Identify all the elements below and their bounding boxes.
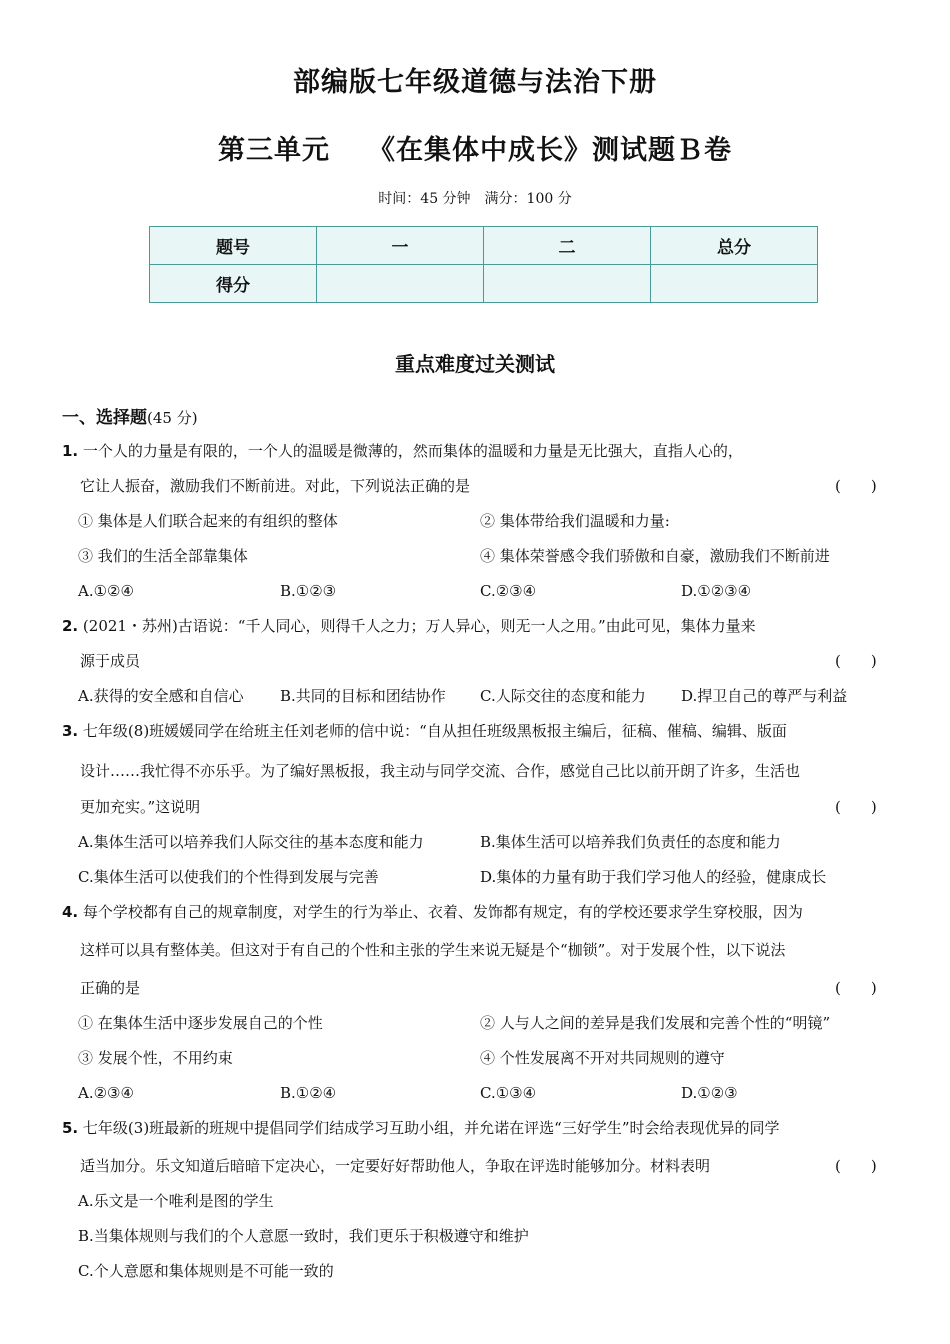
- score-cell: 一: [317, 227, 484, 265]
- answer-blank[interactable]: ( ): [835, 1157, 877, 1175]
- score-input-cell[interactable]: [651, 265, 818, 303]
- document-title: 部编版七年级道德与法治下册: [293, 67, 657, 98]
- option-b[interactable]: B.集体生活可以培养我们负责任的态度和能力: [480, 833, 781, 851]
- exam-meta: [0, 188, 950, 208]
- option-a[interactable]: A.获得的安全感和自信心: [78, 687, 244, 705]
- option-c[interactable]: C.①③④: [480, 1084, 537, 1102]
- answer-blank[interactable]: ( ): [835, 979, 877, 997]
- option-d[interactable]: D.集体的力量有助于我们学习他人的经验，健康成长: [480, 868, 827, 886]
- document-subtitle: [0, 128, 950, 167]
- option-c[interactable]: C.集体生活可以使我们的个性得到发展与完善: [78, 868, 379, 886]
- statement-item: ② 人与人之间的差异是我们发展和完善个性的“明镜”: [480, 1014, 831, 1032]
- option-a[interactable]: A.乐文是一个唯利是图的学生: [78, 1192, 274, 1210]
- score-input-cell[interactable]: [317, 265, 484, 303]
- statement-item: ① 集体是人们联合起来的有组织的整体: [78, 512, 338, 530]
- question-text: 七年级(3)班最新的班规中提倡同学们结成学习互助小组，并允诺在评选“三好学生”时会给表现优异的同学: [82, 1119, 780, 1137]
- option-c[interactable]: C.人际交往的态度和能力: [480, 687, 646, 705]
- option-b[interactable]: B.①②④: [280, 1084, 337, 1102]
- part-label: 一、选择题: [62, 408, 147, 428]
- option-d[interactable]: D.捍卫自己的尊严与利益: [681, 687, 848, 705]
- question-text: 一个人的力量是有限的，一个人的温暖是微薄的，然而集体的温暖和力量是无比强大，直指人心的，: [82, 442, 743, 460]
- question-number: 4.: [62, 903, 79, 921]
- score-cell: 总分: [651, 227, 818, 265]
- question-2-line: [62, 616, 756, 636]
- question-3-line: 更加充实。”这说明: [80, 798, 201, 816]
- question-4-line: 这样可以具有整体美。但这对于有自己的个性和主张的学生来说无疑是个“枷锁”。对于发展个性，以下说法: [80, 941, 786, 959]
- question-5-line: 适当加分。乐文知道后暗暗下定决心，一定要好好帮助他人，争取在评选时能够加分。材料表明: [80, 1157, 711, 1175]
- part-heading: [62, 403, 198, 428]
- question-2-line: 源于成员: [80, 652, 141, 670]
- option-c[interactable]: C.②③④: [480, 582, 537, 600]
- question-3-line: 设计……我忙得不亦乐乎。为了编好黑板报，我主动与同学交流、合作，感觉自己比以前开朗了许多，生活也: [80, 762, 801, 780]
- option-a[interactable]: A.集体生活可以培养我们人际交往的基本态度和能力: [78, 833, 424, 851]
- question-text: (2021・苏州)古语说：“千人同心，则得千人之力；万人异心，则无一人之用。”由此可见，集体力量来: [82, 617, 756, 635]
- question-number: 5.: [62, 1119, 79, 1137]
- score-table: [149, 226, 818, 303]
- answer-blank[interactable]: ( ): [835, 477, 877, 495]
- answer-blank[interactable]: ( ): [835, 652, 877, 670]
- question-number: 3.: [62, 722, 79, 740]
- option-d[interactable]: D.①②③④: [681, 582, 752, 600]
- option-b[interactable]: B.当集体规则与我们的个人意愿一致时，我们更乐于积极遵守和维护: [78, 1227, 529, 1245]
- question-text: 七年级(8)班媛媛同学在给班主任刘老师的信中说：“自从担任班级黑板报主编后，征稿、催稿、编辑、版面: [82, 722, 787, 740]
- question-number: 2.: [62, 617, 79, 635]
- option-c[interactable]: C.个人意愿和集体规则是不可能一致的: [78, 1262, 334, 1280]
- question-text: 每个学校都有自己的规章制度，对学生的行为举止、衣着、发饰都有规定，有的学校还要求学生穿校服，因为: [82, 903, 803, 921]
- option-d[interactable]: D.①②③: [681, 1084, 738, 1102]
- unit-name: 《在集体中成长》测试题Ｂ卷: [368, 135, 732, 166]
- score-table-header-row: [150, 227, 818, 265]
- question-3-line: [62, 721, 787, 741]
- score-table-score-row: [150, 265, 818, 303]
- statement-item: ④ 个性发展离不开对共同规则的遵守: [480, 1049, 725, 1067]
- exam-score: 满分：100 分: [484, 191, 572, 207]
- score-cell: 二: [484, 227, 651, 265]
- statement-item: ③ 发展个性，不用约束: [78, 1049, 233, 1067]
- score-input-cell[interactable]: [484, 265, 651, 303]
- option-a[interactable]: A.①②④: [78, 582, 134, 600]
- option-a[interactable]: A.②③④: [78, 1084, 134, 1102]
- statement-item: ② 集体带给我们温暖和力量:: [480, 512, 670, 530]
- question-number: 1.: [62, 442, 79, 460]
- score-cell: 得分: [150, 265, 317, 303]
- answer-blank[interactable]: ( ): [835, 798, 877, 816]
- part-points: (45 分): [147, 409, 198, 427]
- exam-time: 时间：45 分钟: [378, 191, 471, 207]
- option-b[interactable]: B.共同的目标和团结协作: [280, 687, 446, 705]
- question-5-line: [62, 1118, 780, 1138]
- unit-label: 第三单元: [218, 135, 330, 166]
- statement-item: ① 在集体生活中逐步发展自己的个性: [78, 1014, 323, 1032]
- question-4-line: [62, 902, 803, 922]
- section-title: 重点难度过关测试: [395, 352, 555, 376]
- question-4-line: 正确的是: [80, 979, 141, 997]
- score-cell: 题号: [150, 227, 317, 265]
- option-b[interactable]: B.①②③: [280, 582, 337, 600]
- question-1-line: 它让人振奋，激励我们不断前进。对此，下列说法正确的是: [80, 477, 471, 495]
- statement-item: ④ 集体荣誉感令我们骄傲和自豪，激励我们不断前进: [480, 547, 830, 565]
- statement-item: ③ 我们的生活全部靠集体: [78, 547, 248, 565]
- question-1-line: [62, 441, 743, 461]
